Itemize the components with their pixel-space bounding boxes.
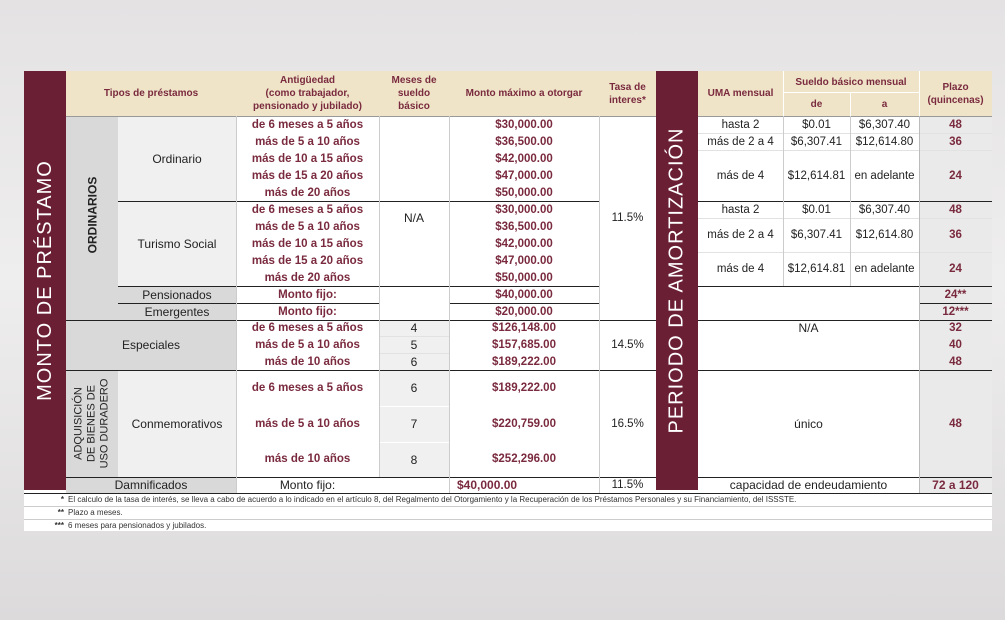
- amort-ordinario-uma: más de 4: [716, 169, 765, 182]
- amort-turismo-plazo: 24: [949, 263, 962, 275]
- fijo-row-monto: $20,000.00: [495, 305, 553, 318]
- tasa-conmemorativos: 16.5%: [611, 417, 644, 430]
- right-na: N/A: [798, 321, 819, 335]
- conmemorativos-label: Conmemorativos: [131, 416, 223, 431]
- conmemorativos-row-monto: $220,759.00: [492, 417, 556, 430]
- amort-turismo-uma: hasta 2: [721, 203, 760, 216]
- footnote-2: Plazo a meses.: [68, 508, 123, 517]
- meses-conmem-2: 7: [410, 417, 418, 431]
- damnificados-antiguedad: Monto fijo:: [279, 478, 336, 492]
- amort-ordinario-de: $0.01: [802, 118, 831, 131]
- amort-ordinario-a: $12,614.80: [855, 135, 914, 148]
- amort-ordinario-plazo: 36: [949, 135, 962, 148]
- turismo-row-monto: $42,000.00: [495, 237, 553, 250]
- tasa-especiales: 14.5%: [611, 339, 644, 351]
- amort-ordinario-uma: hasta 2: [721, 118, 760, 131]
- conmemorativos-row-monto: $189,222.00: [492, 381, 556, 394]
- amort-ordinario-plazo: 24: [949, 169, 962, 182]
- amort-turismo-uma: más de 2 a 4: [707, 229, 774, 241]
- meses-especiales-2: 5: [410, 337, 418, 352]
- ordinario-label: Ordinario: [152, 151, 202, 166]
- header-meses: Meses de sueldo básico: [391, 75, 437, 112]
- header-tasa: Tasa de interes*: [609, 81, 646, 106]
- plazo-especiales: 40: [949, 339, 962, 352]
- ordinario-row-monto: $30,000.00: [495, 118, 553, 131]
- ordinario-row-monto: $42,000.00: [495, 152, 553, 165]
- especiales-row-antiguedad: más de 10 años: [264, 355, 351, 368]
- turismo-label: Turismo Social: [137, 236, 217, 251]
- amort-ordinario-a: en adelante: [854, 169, 915, 182]
- turismo-row-antiguedad: de 6 meses a 5 años: [251, 203, 364, 216]
- right-unico: único: [794, 416, 823, 431]
- periodo-amortizacion-title: PERIODO DE AMORTIZACIÓN: [665, 127, 688, 433]
- amort-turismo-de: $6,307.41: [790, 229, 843, 241]
- header-antiguedad: Antigüedad (como trabajador, pensionado y jubilado): [253, 75, 362, 112]
- conmemorativos-row-antiguedad: más de 10 años: [264, 453, 351, 466]
- capacidad-plazo: 72 a 120: [932, 478, 979, 492]
- meses-na: N/A: [403, 211, 424, 225]
- footnote-3: 6 meses para pensionados y jubilados.: [68, 521, 207, 530]
- fijo-row-monto: $40,000.00: [495, 288, 553, 301]
- plazo-fijo: 12***: [942, 305, 969, 318]
- ordinarios-label: ORDINARIOS: [84, 176, 99, 254]
- header-tipos: Tipos de préstamos: [103, 88, 199, 99]
- amort-turismo-a: en adelante: [854, 263, 915, 275]
- especiales-row-monto: $189,222.00: [492, 355, 556, 368]
- especiales-label: Especiales: [121, 338, 181, 352]
- emergentes-label: Emergentes: [144, 304, 210, 319]
- fijo-row-antiguedad: Monto fijo:: [278, 288, 337, 301]
- turismo-row-monto: $47,000.00: [495, 254, 553, 267]
- ordinario-row-antiguedad: más de 15 a 20 años: [251, 169, 364, 182]
- amort-turismo-de: $12,614.81: [787, 263, 846, 275]
- meses-conmem-3: 8: [410, 452, 418, 467]
- ordinario-row-antiguedad: más de 20 años: [264, 186, 351, 199]
- especiales-row-monto: $157,685.00: [492, 339, 556, 352]
- conmemorativos-row-antiguedad: de 6 meses a 5 años: [251, 381, 364, 394]
- footnotes: * El calculo de la tasa de interés, se lleva a cabo de acuerdo a lo indicado en el artículo 8, del Regalmento del Otorgamiento y la Recuperación de los Préstamos Personales y su Financiamiento, del ISSSTE. ** Plazo a meses. *** 6 meses para pensionados y jubilados.: [24, 494, 992, 531]
- pensionados-label: Pensionados: [142, 287, 212, 302]
- plazo-conmemorativos: 48: [949, 417, 962, 430]
- ordinario-row-antiguedad: de 6 meses a 5 años: [251, 118, 364, 131]
- meses-especiales-3: 6: [410, 354, 418, 369]
- turismo-row-antiguedad: más de 20 años: [264, 271, 351, 284]
- fijo-row-antiguedad: Monto fijo:: [278, 305, 337, 318]
- meses-conmem-1: 6: [410, 381, 418, 395]
- amort-turismo-a: $6,307.40: [858, 203, 911, 216]
- plazo-especiales: 48: [949, 355, 962, 368]
- conmemorativos-row-monto: $252,296.00: [492, 453, 556, 466]
- header-plazo: Plazo (quincenas): [927, 81, 984, 106]
- tasa-ordinarios: 11.5%: [611, 212, 644, 224]
- footnote-1: El calculo de la tasa de interés, se lleva a cabo de acuerdo a lo indicado en el artículo 8, del Regalmento del Otorgamiento y la Recuperación de los Préstamos Personales y su Financiamiento, del ISSSTE.: [68, 495, 797, 504]
- capacidad-endeudamiento: capacidad de endeudamiento: [729, 478, 888, 492]
- turismo-row-antiguedad: más de 10 a 15 años: [251, 237, 364, 250]
- damnificados-monto: $40,000.00: [457, 478, 518, 492]
- plazo-fijo: 24**: [944, 288, 967, 301]
- amort-ordinario-uma: más de 2 a 4: [707, 135, 774, 148]
- header-sueldo: Sueldo básico mensual: [795, 76, 907, 88]
- amort-turismo-plazo: 48: [949, 203, 962, 216]
- header-de: de: [810, 99, 823, 110]
- especiales-row-antiguedad: de 6 meses a 5 años: [251, 322, 364, 335]
- especiales-row-antiguedad: más de 5 a 10 años: [255, 339, 360, 352]
- header-a: a: [881, 99, 888, 110]
- header-monto: Monto máximo a otorgar: [465, 88, 583, 99]
- plazo-especiales: 32: [949, 322, 962, 335]
- header-uma: UMA mensual: [707, 88, 774, 99]
- damnificados-label: Damnificados: [114, 478, 188, 492]
- turismo-row-monto: $50,000.00: [495, 271, 553, 284]
- turismo-row-antiguedad: más de 5 a 10 años: [255, 220, 360, 233]
- turismo-row-antiguedad: más de 15 a 20 años: [251, 254, 364, 267]
- adquisicion-label: ADQUISICIÓN DE BIENES DE USO DURADERO: [72, 378, 111, 468]
- ordinario-row-monto: $50,000.00: [495, 186, 553, 199]
- ordinario-row-antiguedad: más de 10 a 15 años: [251, 152, 364, 165]
- amort-ordinario-plazo: 48: [949, 118, 962, 131]
- amort-ordinario-de: $12,614.81: [787, 169, 846, 182]
- meses-especiales-1: 4: [410, 321, 418, 335]
- ordinario-row-antiguedad: más de 5 a 10 años: [255, 135, 360, 148]
- especiales-row-monto: $126,148.00: [492, 322, 556, 335]
- amort-turismo-a: $12,614.80: [855, 229, 914, 241]
- ordinario-row-monto: $36,500.00: [495, 135, 553, 148]
- amort-turismo-plazo: 36: [949, 229, 962, 241]
- amort-ordinario-a: $6,307.40: [858, 118, 911, 131]
- amort-turismo-uma: más de 4: [716, 263, 765, 275]
- turismo-row-monto: $30,000.00: [495, 203, 553, 216]
- monto-prestamo-title: MONTO DE PRÉSTAMO: [33, 159, 56, 401]
- ordinario-row-monto: $47,000.00: [495, 169, 553, 182]
- turismo-row-monto: $36,500.00: [495, 220, 553, 233]
- amort-turismo-de: $0.01: [802, 203, 831, 216]
- conmemorativos-row-antiguedad: más de 5 a 10 años: [255, 417, 360, 430]
- tasa-damnificados: 11.5%: [611, 479, 644, 491]
- amort-ordinario-de: $6,307.41: [790, 135, 843, 148]
